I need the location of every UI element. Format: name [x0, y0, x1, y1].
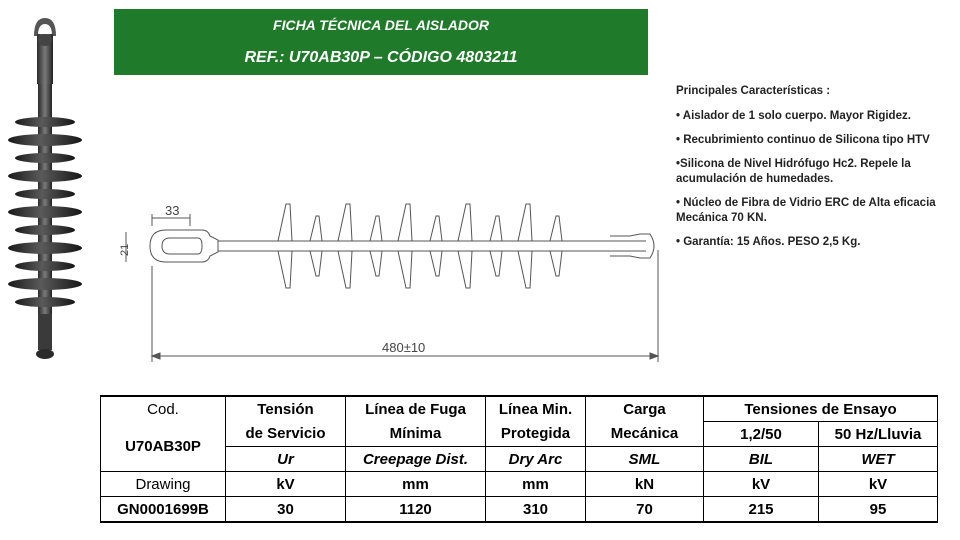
- header-cod: Cod.: [101, 396, 226, 422]
- header-bil: 1,2/50: [704, 422, 819, 447]
- sheet-title: FICHA TÉCNICA DEL AISLADOR: [273, 17, 489, 33]
- value-cell: 1120: [346, 497, 486, 523]
- header-creepage: Creepage Dist.: [346, 447, 486, 472]
- unit-cell: mm: [346, 472, 486, 497]
- product-code: U70AB30P: [101, 422, 226, 472]
- technical-drawing: [110, 190, 670, 370]
- feature-item: •Silicona de Nivel Hidrófugo Hc2. Repele la acumulación de humedades.: [676, 158, 911, 185]
- unit-cell: kV: [226, 472, 346, 497]
- table-header-row: [101, 447, 938, 472]
- value-cell: GN0001699B: [101, 497, 226, 523]
- header-fuga-2: Mínima: [346, 422, 486, 447]
- table-header-row: [101, 396, 938, 422]
- header-ur: Ur: [226, 447, 346, 472]
- value-cell: 95: [819, 497, 938, 523]
- value-cell: 70: [586, 497, 704, 523]
- table-units-row: [101, 472, 938, 497]
- insulator-photo: [0, 14, 92, 370]
- header-wet: 50 Hz/Lluvia: [819, 422, 938, 447]
- header-linea: Línea Min.: [486, 396, 586, 422]
- feature-item: • Recubrimiento continuo de Silicona tipo HTV: [676, 134, 930, 146]
- header-ensayo: Tensiones de Ensayo: [704, 396, 938, 422]
- unit-cell: kV: [704, 472, 819, 497]
- unit-cell: kN: [586, 472, 704, 497]
- title-banner: [114, 9, 648, 75]
- header-carga: Carga: [586, 396, 704, 422]
- header-tension: Tensión: [226, 396, 346, 422]
- unit-cell: kV: [819, 472, 938, 497]
- header-wet-2: WET: [819, 447, 938, 472]
- features-panel: [676, 84, 958, 259]
- table-values-row: [101, 497, 938, 523]
- unit-cell: mm: [486, 472, 586, 497]
- feature-item: • Núcleo de Fibra de Vidrio ERC de Alta eficacia Mecánica 70 KN.: [676, 197, 936, 224]
- header-carga-2: Mecánica: [586, 422, 704, 447]
- dim-total-length: 480±10: [382, 340, 426, 355]
- header-tension-2: de Servicio: [226, 422, 346, 447]
- reference-code: REF.: U70AB30P – CÓDIGO 4803211: [244, 49, 518, 66]
- header-sml: SML: [586, 447, 704, 472]
- header-bil-2: BIL: [704, 447, 819, 472]
- table-header-row: [101, 422, 938, 447]
- header-dryarc: Dry Arc: [486, 447, 586, 472]
- spec-table: [100, 395, 938, 523]
- unit-cell: Drawing: [101, 472, 226, 497]
- header-fuga: Línea de Fuga: [346, 396, 486, 422]
- features-title: Principales Características :: [676, 85, 831, 97]
- value-cell: 215: [704, 497, 819, 523]
- header-linea-2: Protegida: [486, 422, 586, 447]
- value-cell: 310: [486, 497, 586, 523]
- feature-item: • Garantía: 15 Años. PESO 2,5 Kg.: [676, 236, 861, 248]
- dim-eye-width: 33: [165, 203, 180, 218]
- value-cell: 30: [226, 497, 346, 523]
- dim-eye-height: 21: [119, 243, 131, 256]
- feature-item: • Aislador de 1 solo cuerpo. Mayor Rigidez.: [676, 110, 911, 122]
